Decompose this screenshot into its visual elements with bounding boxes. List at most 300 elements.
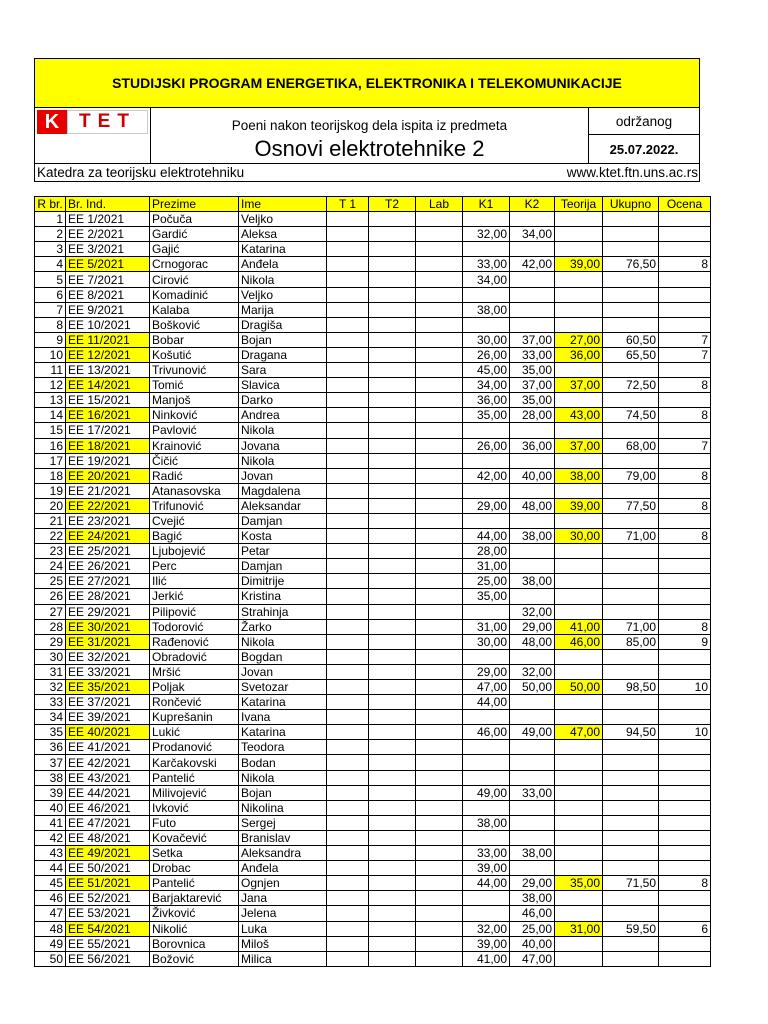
row-number: 13 [35, 393, 66, 408]
t2-cell [369, 498, 416, 513]
t2-cell [369, 770, 416, 785]
k1-score: 33,00 [463, 257, 510, 272]
table-row [35, 936, 711, 951]
t2-cell [369, 619, 416, 634]
table-row [35, 695, 711, 710]
grade [659, 891, 711, 906]
k2-score [510, 755, 555, 770]
k2-score [510, 589, 555, 604]
t1-cell [327, 634, 369, 649]
last-name: Rađenović [150, 634, 239, 649]
t2-cell [369, 438, 416, 453]
last-name: Karčakovski [150, 755, 239, 770]
table-row [35, 664, 711, 679]
lab-cell [416, 408, 463, 423]
t2-cell [369, 740, 416, 755]
last-name: Mršić [150, 664, 239, 679]
table-row [35, 725, 711, 740]
grade [659, 544, 711, 559]
first-name: Ognjen [239, 876, 327, 891]
last-name: Crnogorac [150, 257, 239, 272]
first-name: Katarina [239, 242, 327, 257]
theory-score [555, 710, 603, 725]
lab-cell [416, 242, 463, 257]
index-number: EE 9/2021 [66, 302, 150, 317]
total-score [603, 755, 659, 770]
row-number: 6 [35, 287, 66, 302]
results-sheet [34, 58, 708, 967]
grade [659, 695, 711, 710]
first-name: Nikolina [239, 800, 327, 815]
column-header: Ime [239, 197, 327, 212]
lab-cell [416, 227, 463, 242]
last-name: Trifunović [150, 498, 239, 513]
row-number: 7 [35, 302, 66, 317]
table-row [35, 468, 711, 483]
theory-score [555, 272, 603, 287]
k1-score [463, 453, 510, 468]
row-number: 5 [35, 272, 66, 287]
table-row [35, 649, 711, 664]
total-score [603, 891, 659, 906]
k2-score [510, 695, 555, 710]
last-name: Rončević [150, 695, 239, 710]
grade: 8 [659, 468, 711, 483]
t2-cell [369, 468, 416, 483]
k2-score [510, 649, 555, 664]
row-number: 20 [35, 498, 66, 513]
row-number: 16 [35, 438, 66, 453]
row-number: 30 [35, 649, 66, 664]
k2-score: 35,00 [510, 363, 555, 378]
k1-score: 42,00 [463, 468, 510, 483]
column-header: Prezime [150, 197, 239, 212]
theory-score [555, 317, 603, 332]
k1-score: 38,00 [463, 302, 510, 317]
first-name: Petar [239, 544, 327, 559]
index-number: EE 2/2021 [66, 227, 150, 242]
total-score: 85,00 [603, 634, 659, 649]
k2-score [510, 740, 555, 755]
table-row [35, 363, 711, 378]
theory-score [555, 861, 603, 876]
first-name: Nikola [239, 770, 327, 785]
last-name: Todorović [150, 619, 239, 634]
first-name: Strahinja [239, 604, 327, 619]
last-name: Kuprešanin [150, 710, 239, 725]
table-row [35, 513, 711, 528]
index-number: EE 7/2021 [66, 272, 150, 287]
lab-cell [416, 876, 463, 891]
row-number: 47 [35, 906, 66, 921]
row-number: 10 [35, 347, 66, 362]
total-score [603, 212, 659, 227]
total-score [603, 287, 659, 302]
t1-cell [327, 921, 369, 936]
t1-cell [327, 544, 369, 559]
row-number: 28 [35, 619, 66, 634]
first-name: Jelena [239, 906, 327, 921]
k2-score: 33,00 [510, 785, 555, 800]
row-number: 39 [35, 785, 66, 800]
total-score: 94,50 [603, 725, 659, 740]
last-name: Atanasovska [150, 483, 239, 498]
table-row [35, 846, 711, 861]
k2-score: 34,00 [510, 227, 555, 242]
total-score [603, 423, 659, 438]
lab-cell [416, 347, 463, 362]
grade [659, 649, 711, 664]
row-number: 24 [35, 559, 66, 574]
last-name: Krainović [150, 438, 239, 453]
t2-cell [369, 544, 416, 559]
k1-score: 26,00 [463, 347, 510, 362]
logo-tet: TET [67, 110, 148, 134]
k1-score: 45,00 [463, 363, 510, 378]
grade: 7 [659, 438, 711, 453]
k2-score [510, 453, 555, 468]
t1-cell [327, 423, 369, 438]
grade [659, 861, 711, 876]
t2-cell [369, 408, 416, 423]
index-number: EE 8/2021 [66, 287, 150, 302]
row-number: 29 [35, 634, 66, 649]
k1-score [463, 649, 510, 664]
theory-score [555, 604, 603, 619]
theory-score: 30,00 [555, 529, 603, 544]
index-number: EE 41/2021 [66, 740, 150, 755]
theory-score [555, 740, 603, 755]
t1-cell [327, 710, 369, 725]
k1-score [463, 830, 510, 845]
t2-cell [369, 664, 416, 679]
t1-cell [327, 317, 369, 332]
total-score [603, 861, 659, 876]
index-number: EE 54/2021 [66, 921, 150, 936]
column-header: T 1 [327, 197, 369, 212]
column-header: Ukupno [603, 197, 659, 212]
index-number: EE 15/2021 [66, 393, 150, 408]
table-row [35, 529, 711, 544]
t2-cell [369, 483, 416, 498]
grade [659, 302, 711, 317]
table-row [35, 438, 711, 453]
total-score: 77,50 [603, 498, 659, 513]
total-score: 74,50 [603, 408, 659, 423]
index-number: EE 26/2021 [66, 559, 150, 574]
last-name: Pavlović [150, 423, 239, 438]
t2-cell [369, 876, 416, 891]
row-number: 32 [35, 680, 66, 695]
t1-cell [327, 513, 369, 528]
last-name: Gardić [150, 227, 239, 242]
lab-cell [416, 755, 463, 770]
total-score [603, 695, 659, 710]
last-name: Trivunović [150, 363, 239, 378]
t1-cell [327, 649, 369, 664]
t2-cell [369, 242, 416, 257]
last-name: Ilić [150, 574, 239, 589]
table-row [35, 332, 711, 347]
k2-score: 48,00 [510, 498, 555, 513]
total-score [603, 649, 659, 664]
k2-score: 28,00 [510, 408, 555, 423]
row-number: 42 [35, 830, 66, 845]
lab-cell [416, 725, 463, 740]
lab-cell [416, 483, 463, 498]
lab-cell [416, 513, 463, 528]
k1-score [463, 242, 510, 257]
index-number: EE 17/2021 [66, 423, 150, 438]
table-row [35, 785, 711, 800]
t2-cell [369, 815, 416, 830]
grade [659, 830, 711, 845]
total-score: 68,00 [603, 438, 659, 453]
table-row [35, 574, 711, 589]
k2-score: 50,00 [510, 680, 555, 695]
theory-score [555, 559, 603, 574]
table-row [35, 604, 711, 619]
index-number: EE 1/2021 [66, 212, 150, 227]
total-score [603, 800, 659, 815]
k1-score: 34,00 [463, 272, 510, 287]
title-cell [151, 108, 589, 163]
k1-score [463, 710, 510, 725]
theory-score [555, 785, 603, 800]
k1-score [463, 513, 510, 528]
index-number: EE 20/2021 [66, 468, 150, 483]
k2-score: 32,00 [510, 664, 555, 679]
t1-cell [327, 438, 369, 453]
k1-score: 28,00 [463, 544, 510, 559]
first-name: Luka [239, 921, 327, 936]
last-name: Bobar [150, 332, 239, 347]
row-number: 23 [35, 544, 66, 559]
row-number: 14 [35, 408, 66, 423]
k1-score [463, 891, 510, 906]
row-number: 41 [35, 815, 66, 830]
theory-score [555, 302, 603, 317]
t2-cell [369, 649, 416, 664]
theory-score [555, 770, 603, 785]
column-header: Teorija [555, 197, 603, 212]
theory-score: 31,00 [555, 921, 603, 936]
first-name: Teodora [239, 740, 327, 755]
k1-score [463, 800, 510, 815]
table-row [35, 589, 711, 604]
lab-cell [416, 815, 463, 830]
t1-cell [327, 529, 369, 544]
total-score [603, 544, 659, 559]
theory-score [555, 815, 603, 830]
k2-score: 48,00 [510, 634, 555, 649]
theory-score: 27,00 [555, 332, 603, 347]
row-number: 1 [35, 212, 66, 227]
total-score: 59,50 [603, 921, 659, 936]
column-header: T2 [369, 197, 416, 212]
k1-score: 39,00 [463, 936, 510, 951]
theory-score [555, 287, 603, 302]
program-banner: STUDIJSKI PROGRAM ENERGETIKA, ELEKTRONIKA I TELEKOMUNIKACIJE [34, 58, 700, 108]
theory-score [555, 664, 603, 679]
last-name: Prodanović [150, 740, 239, 755]
k2-score: 38,00 [510, 891, 555, 906]
table-row [35, 227, 711, 242]
t2-cell [369, 529, 416, 544]
table-row [35, 740, 711, 755]
lab-cell [416, 921, 463, 936]
theory-score [555, 574, 603, 589]
exam-date: 25.07.2022. [609, 141, 679, 157]
t1-cell [327, 800, 369, 815]
last-name: Drobac [150, 861, 239, 876]
index-number: EE 3/2021 [66, 242, 150, 257]
index-number: EE 5/2021 [66, 257, 150, 272]
k2-score [510, 317, 555, 332]
theory-score [555, 544, 603, 559]
row-number: 19 [35, 483, 66, 498]
last-name: Ninković [150, 408, 239, 423]
first-name: Dragiša [239, 317, 327, 332]
k2-score [510, 423, 555, 438]
t2-cell [369, 212, 416, 227]
index-number: EE 50/2021 [66, 861, 150, 876]
total-score [603, 951, 659, 966]
lab-cell [416, 574, 463, 589]
row-number: 12 [35, 378, 66, 393]
theory-score [555, 393, 603, 408]
index-number: EE 51/2021 [66, 876, 150, 891]
index-number: EE 52/2021 [66, 891, 150, 906]
table-row [35, 800, 711, 815]
theory-score [555, 695, 603, 710]
first-name: Veljko [239, 212, 327, 227]
last-name: Poljak [150, 680, 239, 695]
row-number: 49 [35, 936, 66, 951]
logo-cell [35, 108, 151, 163]
table-row [35, 951, 711, 966]
table-row [35, 287, 711, 302]
last-name: Pantelić [150, 876, 239, 891]
total-score [603, 272, 659, 287]
t2-cell [369, 846, 416, 861]
lab-cell [416, 423, 463, 438]
lab-cell [416, 891, 463, 906]
grade: 10 [659, 680, 711, 695]
index-number: EE 48/2021 [66, 830, 150, 845]
k2-score: 38,00 [510, 846, 555, 861]
last-name: Barjaktarević [150, 891, 239, 906]
total-score: 60,50 [603, 332, 659, 347]
lab-cell [416, 951, 463, 966]
grade [659, 227, 711, 242]
k1-score: 30,00 [463, 332, 510, 347]
t2-cell [369, 695, 416, 710]
theory-score [555, 800, 603, 815]
t1-cell [327, 378, 369, 393]
t2-cell [369, 423, 416, 438]
k2-score [510, 559, 555, 574]
t2-cell [369, 891, 416, 906]
total-score [603, 710, 659, 725]
theory-score: 36,00 [555, 347, 603, 362]
k1-score: 49,00 [463, 785, 510, 800]
grade: 7 [659, 347, 711, 362]
last-name: Obradović [150, 649, 239, 664]
t1-cell [327, 257, 369, 272]
lab-cell [416, 846, 463, 861]
t1-cell [327, 619, 369, 634]
first-name: Kristina [239, 589, 327, 604]
grade [659, 242, 711, 257]
k2-score: 37,00 [510, 332, 555, 347]
row-number: 35 [35, 725, 66, 740]
total-score [603, 363, 659, 378]
lab-cell [416, 393, 463, 408]
k1-score: 41,00 [463, 951, 510, 966]
t2-cell [369, 921, 416, 936]
grade [659, 363, 711, 378]
t1-cell [327, 468, 369, 483]
t1-cell [327, 830, 369, 845]
grade: 10 [659, 725, 711, 740]
t2-cell [369, 785, 416, 800]
index-number: EE 56/2021 [66, 951, 150, 966]
lab-cell [416, 317, 463, 332]
last-name: Ljubojević [150, 544, 239, 559]
first-name: Sergej [239, 815, 327, 830]
t1-cell [327, 302, 369, 317]
first-name: Magdalena [239, 483, 327, 498]
t2-cell [369, 800, 416, 815]
grade [659, 574, 711, 589]
t1-cell [327, 770, 369, 785]
t1-cell [327, 483, 369, 498]
first-name: Katarina [239, 695, 327, 710]
index-number: EE 31/2021 [66, 634, 150, 649]
table-row [35, 423, 711, 438]
index-number: EE 37/2021 [66, 695, 150, 710]
last-name: Nikolić [150, 921, 239, 936]
t2-cell [369, 302, 416, 317]
row-number: 15 [35, 423, 66, 438]
grade [659, 951, 711, 966]
last-name: Futo [150, 815, 239, 830]
t1-cell [327, 453, 369, 468]
first-name: Bodan [239, 755, 327, 770]
total-score [603, 589, 659, 604]
index-number: EE 29/2021 [66, 604, 150, 619]
table-row [35, 378, 711, 393]
row-number: 37 [35, 755, 66, 770]
theory-score [555, 212, 603, 227]
theory-score [555, 513, 603, 528]
k2-score: 33,00 [510, 347, 555, 362]
k2-score [510, 212, 555, 227]
t2-cell [369, 513, 416, 528]
lab-cell [416, 498, 463, 513]
k2-score [510, 770, 555, 785]
table-row [35, 408, 711, 423]
website-link[interactable]: www.ktet.ftn.uns.ac.rs [566, 165, 698, 180]
first-name: Bogdan [239, 649, 327, 664]
first-name: Dimitrije [239, 574, 327, 589]
theory-score: 46,00 [555, 634, 603, 649]
first-name: Svetozar [239, 680, 327, 695]
total-score [603, 483, 659, 498]
theory-score [555, 936, 603, 951]
theory-score [555, 242, 603, 257]
